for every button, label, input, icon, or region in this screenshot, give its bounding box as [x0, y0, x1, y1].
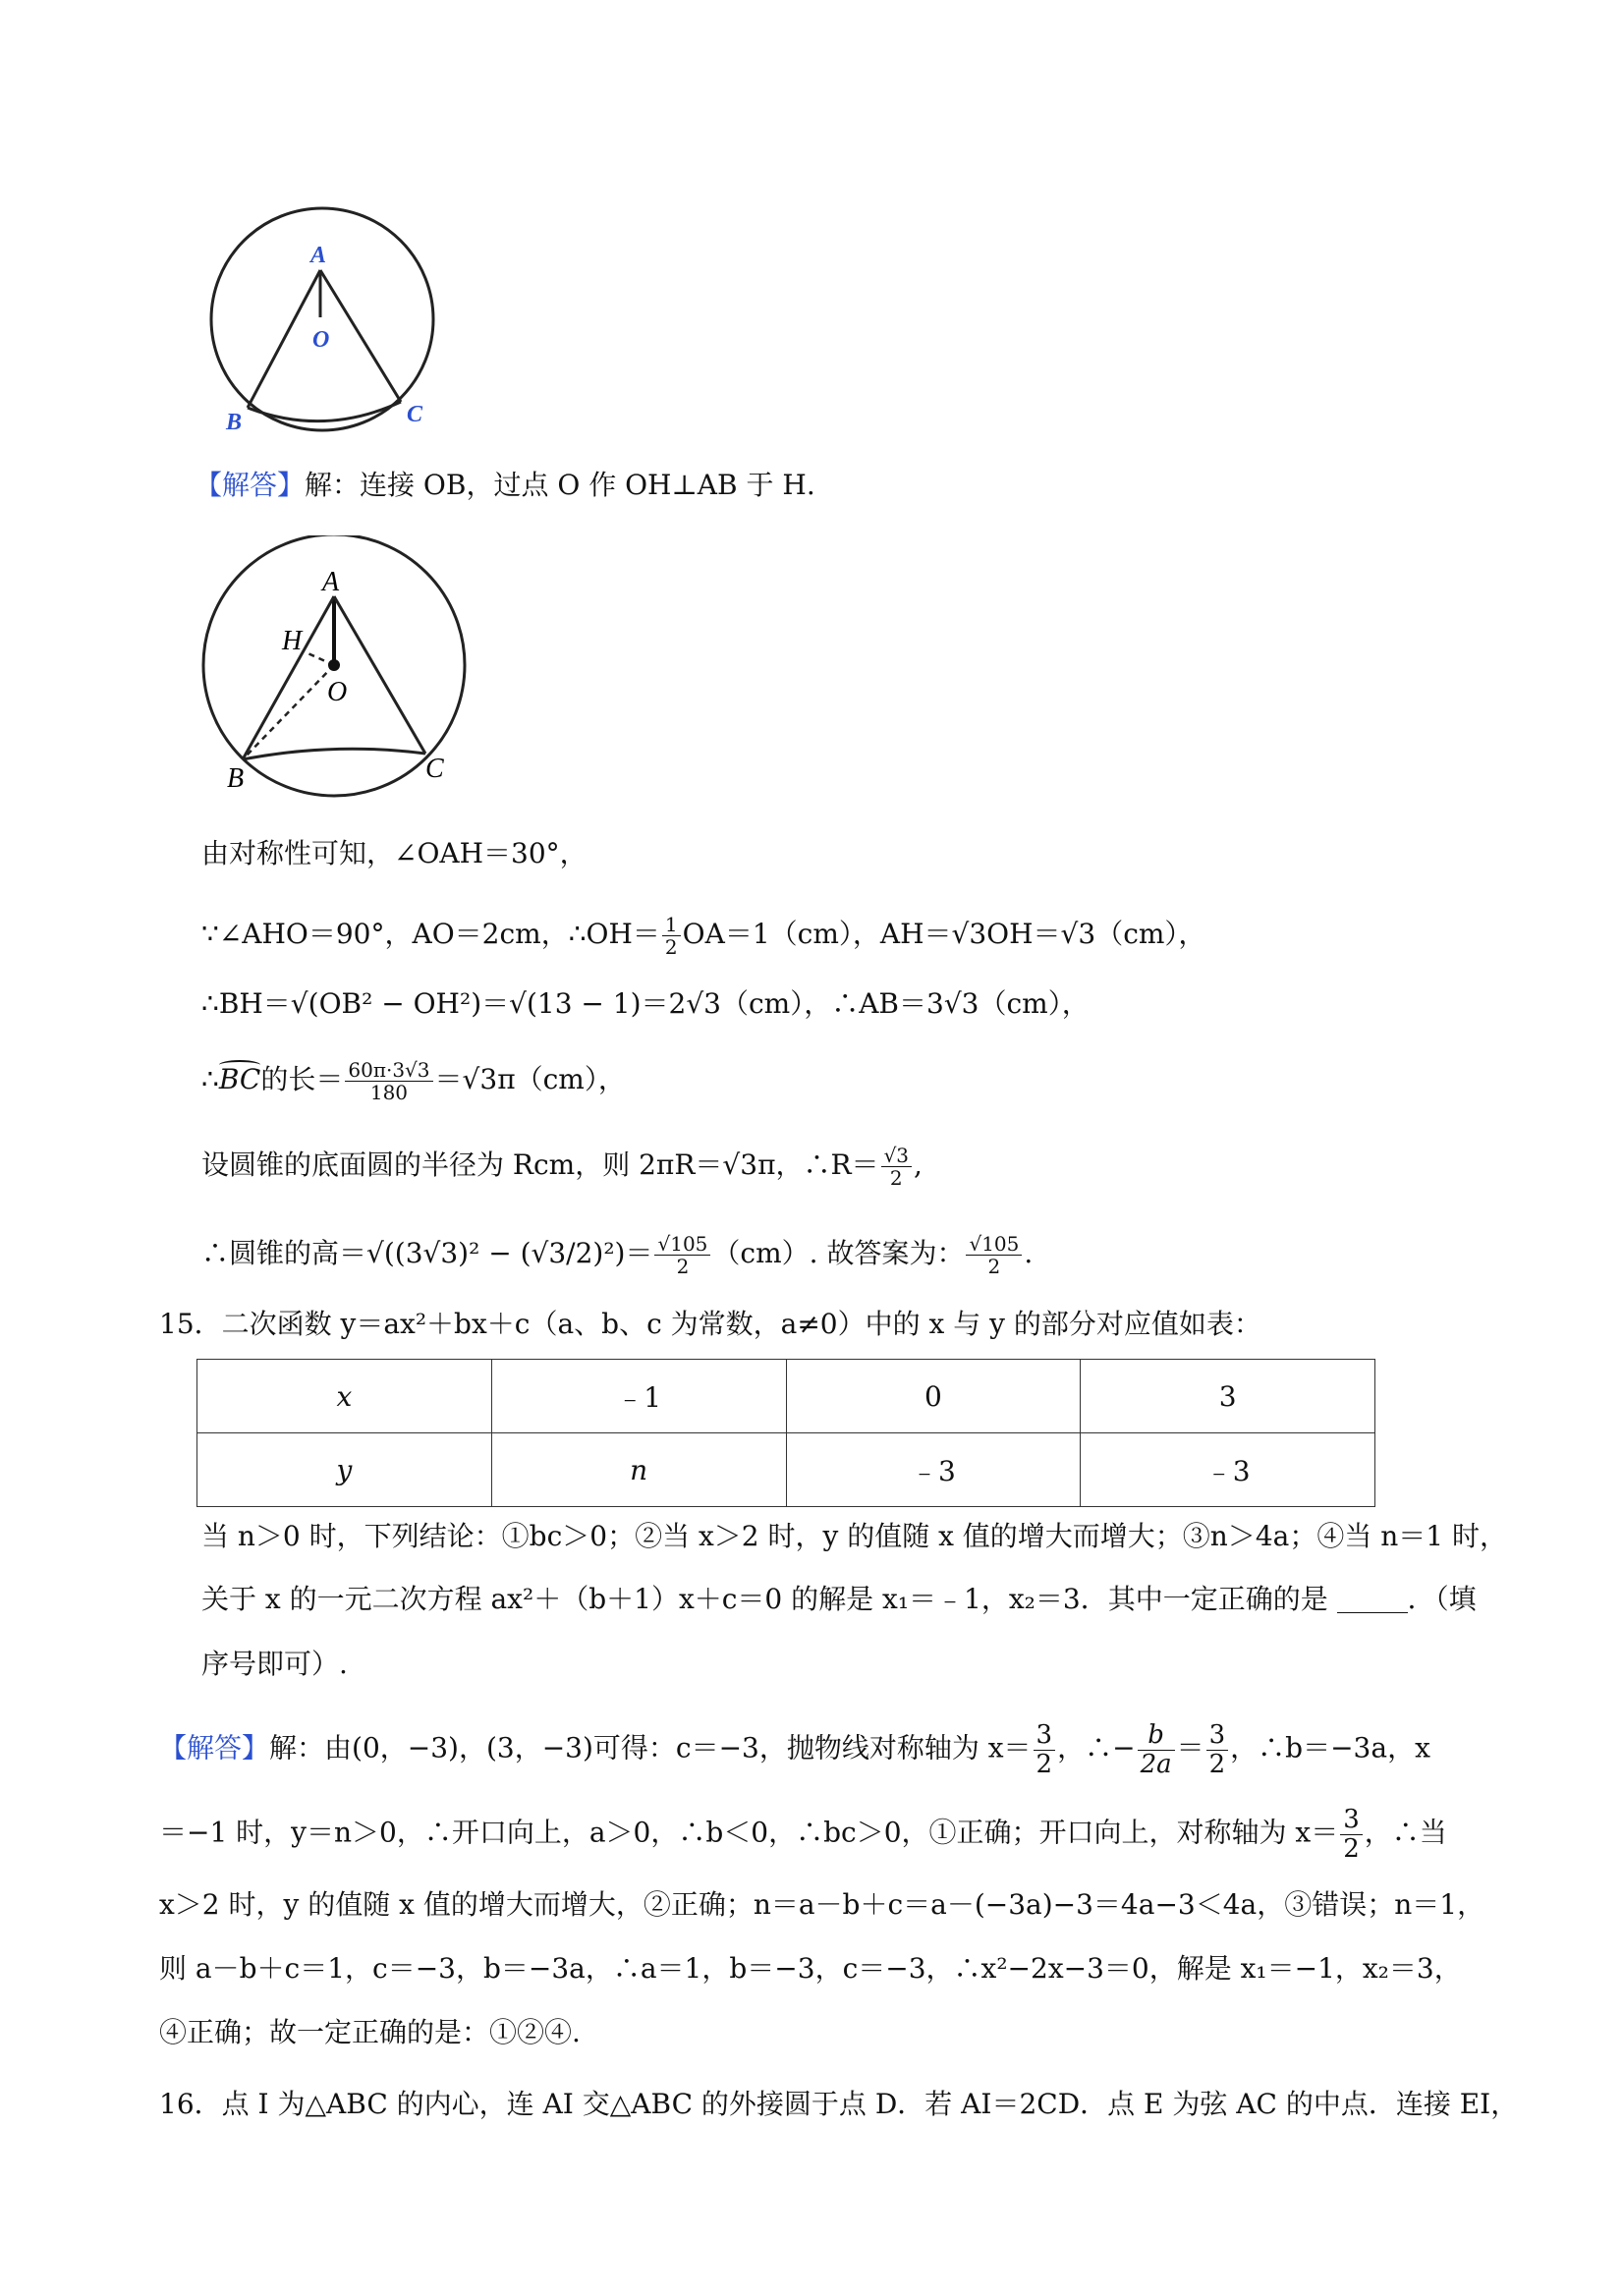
table-cell: x	[197, 1360, 492, 1433]
sol1-part-c: ＝	[1176, 1731, 1204, 1764]
label-O: O	[312, 327, 330, 353]
fraction-arc-length: $\frac{60\pi\cdot 3√3}{180}$	[345, 1059, 432, 1103]
segment-AC	[334, 596, 425, 754]
answer-blank	[1337, 1589, 1408, 1613]
problem16-stem: 16．点 I 为△ABC 的内心，连 AI 交△ABC 的外接圆于点 D．若 AI＝2CD．点 E 为弦 AC 的中点．连接 EI，	[159, 2088, 1519, 2120]
fraction-R: $\frac{√3}{2}$	[881, 1145, 912, 1189]
table-row	[197, 1433, 1375, 1507]
fraction-one-half: $\frac{1}{2}$	[662, 914, 681, 958]
fraction-three-halves: $\frac{3}{2}$	[1034, 1721, 1056, 1778]
solution14-line6	[201, 1233, 1033, 1277]
table-cell: 0	[786, 1360, 1081, 1433]
line6-part-c: .	[1024, 1237, 1034, 1269]
table-cell: ﹣3	[1081, 1433, 1375, 1507]
segment-AB	[243, 596, 334, 759]
label-H: H	[282, 626, 303, 656]
point-O	[328, 659, 340, 671]
solution14-line3: ∴BH＝√(OB² − OH²)＝√(13 − 1)＝2√3（cm），∴AB＝3√3（cm），	[201, 987, 1090, 1020]
arc-BC	[243, 749, 425, 759]
line2-part-b: OA＝1（cm），AH＝√3OH＝√3（cm），	[682, 918, 1206, 950]
label-C: C	[407, 402, 423, 427]
fraction-three-halves-2: $\frac{3}{2}$	[1206, 1721, 1229, 1778]
line2-part-a: ∵∠AHO＝90°，AO＝2cm，∴OH＝	[201, 918, 660, 950]
problem15-solution-line2	[159, 1806, 1447, 1863]
fraction-height: $\frac{√105}{2}$	[654, 1233, 710, 1277]
circle-outline	[211, 208, 433, 430]
condition-line2-text: 关于 x 的一元二次方程 ax²＋（b＋1）x＋c＝0 的解是 x₁＝﹣1，x₂＝3．其中一定正确的是	[201, 1583, 1328, 1615]
label-O: O	[327, 677, 348, 707]
problem15-solution-line3: x＞2 时，y 的值随 x 值的增大而增大，②正确；n＝a－b＋c＝a－(−3a)−3＝4a−3＜4a，③错误；n＝1，	[159, 1888, 1485, 1921]
answer-tag: 【解答】	[159, 1731, 270, 1764]
label-B: B	[226, 410, 243, 435]
solution14-intro-text: 解：连接 OB，过点 O 作 OH⊥AB 于 H.	[305, 469, 815, 501]
label-B: B	[227, 763, 245, 794]
sol1-part-b: ，∴−	[1057, 1731, 1136, 1764]
value-table	[196, 1359, 1375, 1507]
problem15-stem: 15．二次函数 y＝ax²＋bx＋c（a、b、c 为常数，a≠0）中的 x 与 y 的部分对应值如表：	[159, 1308, 1261, 1340]
problem15-solution-line1	[159, 1721, 1430, 1778]
table-cell: 3	[1081, 1360, 1375, 1433]
label-A: A	[310, 243, 327, 268]
line6-part-a: ∴圆锥的高＝√((3√3)² − (√3/2)²)＝	[201, 1237, 653, 1269]
problem15-solution-line4: 则 a－b＋c＝1，c＝−3，b＝−3a，∴a＝1，b＝−3，c＝−3，∴x²−2x−3＝0，解是 x₁＝−1，x₂＝3，	[159, 1952, 1462, 1985]
fraction-three-halves-3: $\frac{3}{2}$	[1340, 1806, 1363, 1863]
fraction-b-over-2a: $\frac{b}{2a}$	[1138, 1721, 1175, 1778]
solution14-line4	[201, 1059, 626, 1103]
table-cell: y	[197, 1433, 492, 1507]
problem15-condition-line1: 当 n＞0 时，下列结论：①bc＞0；②当 x＞2 时，y 的值随 x 值的增大而增大；③n＞4a；④当 n＝1 时，	[201, 1520, 1507, 1552]
segment-AC	[320, 270, 401, 402]
solution14-intro	[195, 469, 815, 501]
problem15-condition-line3: 序号即可）.	[201, 1648, 348, 1680]
sol2-part-a: ＝−1 时，y＝n＞0，∴开口向上，a＞0，∴b＜0，∴bc＞0，①正确；开口向上，对称轴为 x＝	[159, 1816, 1339, 1849]
solution14-line5	[201, 1145, 923, 1189]
line5-part-b: ,	[914, 1148, 923, 1181]
arc-BC-notation: BC	[219, 1066, 261, 1093]
table-row	[197, 1360, 1375, 1433]
problem15-solution-line5: ④正确；故一定正确的是：①②④.	[159, 2016, 581, 2048]
answer-tag: 【解答】	[195, 469, 306, 501]
table-cell: ﹣3	[786, 1433, 1081, 1507]
condition-line2-tail: ．（填	[1407, 1583, 1477, 1615]
sol2-part-b: ，∴当	[1364, 1816, 1447, 1849]
line4-part-b: 的长＝	[260, 1063, 344, 1095]
sol1-part-d: ，∴b＝−3a，x	[1230, 1731, 1430, 1764]
solution14-line1: 由对称性可知，∠OAH＝30°，	[201, 837, 588, 869]
line6-part-b: （cm）. 故答案为：	[712, 1237, 965, 1269]
table-cell: n	[491, 1433, 786, 1507]
label-C: C	[425, 754, 444, 784]
problem15-condition-line2	[201, 1583, 1477, 1615]
table-cell: ﹣1	[491, 1360, 786, 1433]
line5-part-a: 设圆锥的底面圆的半径为 Rcm，则 2πR＝√3π，∴R＝	[201, 1148, 879, 1181]
line4-therefore: ∴	[201, 1063, 219, 1095]
sol1-part-a: 解：由(0，−3)，(3，−3)可得：c＝−3，抛物线对称轴为 x＝	[269, 1731, 1032, 1764]
line4-part-c: ＝√3π（cm），	[434, 1063, 626, 1095]
fraction-answer: $\frac{√105}{2}$	[966, 1233, 1022, 1277]
solution14-line2	[201, 914, 1205, 958]
figure-circle-with-perpendicular	[192, 535, 486, 801]
figure-circle-cone-net	[196, 201, 452, 442]
segment-AB	[248, 270, 320, 408]
label-A: A	[322, 567, 340, 597]
